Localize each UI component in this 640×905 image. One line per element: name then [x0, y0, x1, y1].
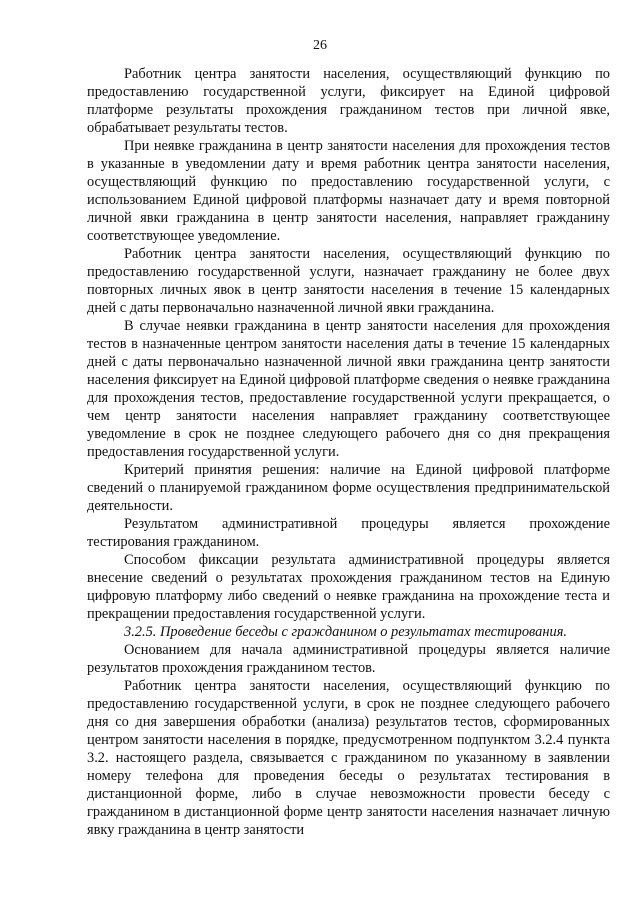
paragraph-7: Способом фиксации результата административной процедуры является внесение сведений о результатах прохождения гражданином тестов на Единую цифровую платформу либо сведений о неявке гражданина на прохождение теста и прекращении предоставления государственной услуги.: [87, 552, 610, 622]
paragraph-10: Работник центра занятости населения, осуществляющий функцию по предоставлению государственной услуги, в срок не позднее следующего рабочего дня со дня завершения обработки (анализа) результатов тестов, сформированных центром занятости населения в порядке, предусмотренном подпунктом 3.2.4 пункта 3.2. настоящего раздела, связывается с гражданином по указанному в заявлении номеру телефона для проведения беседы о результатах тестирования в дистанционной форме, либо в случае невозможности провести беседу с гражданином в дистанционной форме центр занятости населения назначает личную явку гражданина в центр занятости: [87, 678, 610, 838]
paragraph-4: В случае неявки гражданина в центр занятости населения для прохождения тестов в назначенные центром занятости населения даты в течение 15 календарных дней с даты первоначально назначенной личной явки гражданина центр занятости населения фиксирует на Единой цифровой платформе сведения о неявке гражданина для прохождения тестов, предоставление государственной услуги прекращается, о чем центр занятости населения направляет гражданину соответствующее уведомление в срок не позднее следующего рабочего дня со дня прекращения предоставления государственной услуги.: [87, 318, 610, 460]
paragraph-5: Критерий принятия решения: наличие на Единой цифровой платформе сведений о планируемой гражданином форме осуществления предпринимательской деятельности.: [87, 462, 610, 514]
paragraph-1: Работник центра занятости населения, осуществляющий функцию по предоставлению государственной услуги, фиксирует на Единой цифровой платформе результаты прохождения гражданином тестов при личной явке, обрабатывает результаты тестов.: [87, 66, 610, 136]
paragraph-2: При неявке гражданина в центр занятости населения для прохождения тестов в указанные в уведомлении дату и время работник центра занятости населения, осуществляющий функцию по предоставлению государственной услуги, с использованием Единой цифровой платформы назначает дату и время повторной личной явки гражданина в центр занятости населения, направляет гражданину соответствующее уведомление.: [87, 138, 610, 244]
paragraph-3: Работник центра занятости населения, осуществляющий функцию по предоставлению государственной услуги, назначает гражданину не более двух повторных личных явок в центр занятости населения в течение 15 календарных дней с даты первоначально назначенной личной явки гражданина.: [87, 246, 610, 316]
paragraph-6: Результатом административной процедуры является прохождение тестирования гражданином.: [87, 516, 610, 550]
document-body: [87, 65, 610, 839]
page-number: 26: [313, 38, 327, 53]
section-heading-3-2-5: 3.2.5. Проведение беседы с гражданином о результатах тестирования.: [124, 624, 568, 640]
paragraph-9: Основанием для начала административной процедуры является наличие результатов прохождения гражданином тестов.: [87, 642, 610, 676]
